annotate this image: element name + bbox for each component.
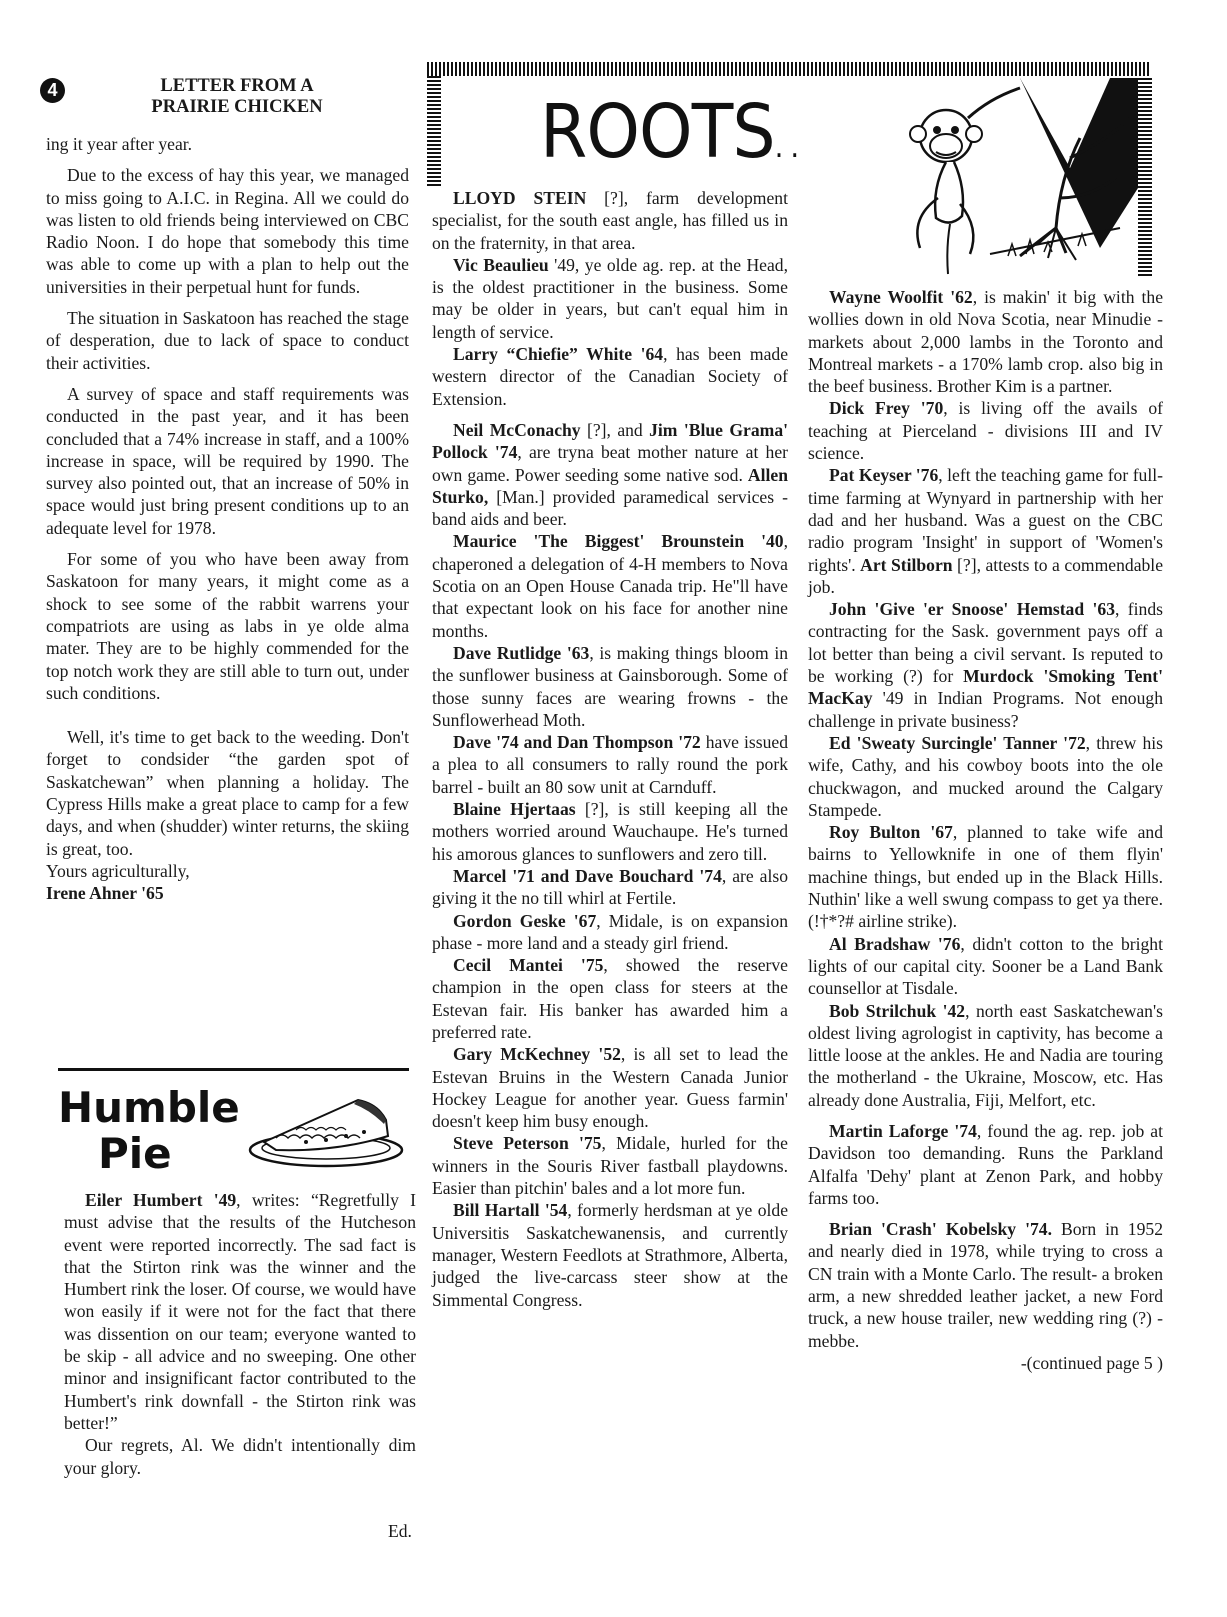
letter-closing: Yours agriculturally,	[46, 860, 190, 881]
roots-entry	[432, 530, 788, 641]
entry-text: , is making things bloom in the sunflower business at Gainsborough. Some of those sunny faces are wearing frowns - the Sunflowerhead Moth.	[432, 642, 788, 730]
entry-text: , planned to take wife and bairns to Yellowknife in one of them flyin' machine things, but ended up in the Black Hills. Nuthin' like a well swung compass to get ya there. (!†*?# airline strike).	[808, 822, 1163, 932]
entry-text: '49 in Indian Programs. Not enough challenge in private business?	[808, 688, 1163, 731]
entry-text: [?], is still keeping all the mothers worried around Wauchaupe. He's turned his amorous glances to sunflowers and zero till.	[432, 799, 788, 864]
roots-entry	[432, 954, 788, 1043]
person-name: Bob Strilchuk '42	[829, 1000, 966, 1021]
letter-heading	[82, 76, 392, 118]
letter-paragraph: ing it year after year.	[46, 134, 193, 154]
entry-text: , is makin' it big with the wollies down in old Nova Scotia, near Minudie - markets about 2,000 lambs in the Toronto and Montreal markets - a 170% lamb crop. also big in the beef business. Brother Kim is a partner.	[808, 287, 1163, 397]
roots-entry	[808, 732, 1163, 821]
person-name: Murdock 'Smoking Tent' MacKay	[808, 666, 1163, 709]
person-name: Blaine Hjertaas	[453, 799, 576, 820]
roots-border-left	[427, 76, 441, 186]
entry-text: , chaperoned a delegation of 4-H members to Nova Scotia on an Open House Canada trip. He"ll have that expectant look on his face for another nine months.	[432, 531, 788, 641]
roots-title: ROOTS. .	[540, 89, 799, 175]
entry-text: , Midale, hurled for the winners in the Souris River fastball playdowns. Easier than pitchin' bales and a lot more fun.	[432, 1133, 788, 1199]
entry-text: , finds contracting for the Sask. government pays off a lot better than being a civil servant. Is reputed to be working (?) for	[808, 599, 1163, 687]
person-name: Martin Laforge '74	[829, 1120, 977, 1141]
person-name: Dave '74 and Dan Thompson '72	[453, 732, 701, 753]
roots-entry	[432, 1043, 788, 1132]
roots-border-top	[427, 62, 1151, 76]
humble-pie-title	[58, 1085, 248, 1177]
letter-signature: Irene Ahner '65	[46, 883, 164, 904]
roots-entry	[808, 1120, 1163, 1209]
person-name: Art Stilborn	[860, 554, 953, 575]
humble-pie-title-line1: Humble	[58, 1083, 240, 1132]
person-name: Gary McKechney '52	[453, 1044, 621, 1065]
entry-text: , Midale, is on expansion phase - more land and a steady girl friend.	[432, 910, 788, 953]
person-name: Steve Peterson '75	[453, 1133, 602, 1154]
letter-body	[46, 133, 409, 905]
person-name: Brian 'Crash' Kobelsky '74.	[829, 1219, 1052, 1240]
person-name: Al Bradshaw '76	[829, 933, 961, 954]
roots-column-right	[808, 286, 1163, 1374]
roots-entry	[432, 642, 788, 731]
entry-text: , showed the reserve champion in the open class for steers at the Estevan fair. His banker has awarded him a preferred rate.	[432, 955, 788, 1042]
person-name: Larry “Chiefie” White '64	[453, 344, 664, 365]
entry-text: , formerly herdsman at ye olde Universitis Saskatchewanensis, and currently manager, Western Feedlots at Strathmore, Alberta, judged the live-carcass steer show at the Simmental Congress.	[432, 1200, 789, 1310]
humble-pie-paragraph: Eiler Humbert '49, writes: “Regretfully I must advise that the results of the Hutcheson event were reported incorrectly. The sad fact is that the Stirton rink was the winner and the Humbert rink the loser. Of course, we would have won easily if it were not for the fact that there was dissention on our team; everyone wanted to be skip - all advice and no sweeping. One other minor and insignificant factor contributed to the Humbert's rink downfall - the Stirton rink was better!”	[64, 1190, 416, 1433]
roots-entry	[432, 419, 788, 530]
roots-entry	[808, 933, 1163, 1000]
entry-text: , found the ag. rep. job at Davidson too demanding. Runs the Parkland Alfalfa 'Dehy' plant at Zenon Park, and hobby farms too.	[808, 1120, 1163, 1208]
roots-entry	[808, 821, 1163, 932]
humble-pie-body	[64, 1189, 416, 1479]
entry-text: Born in 1952 and nearly died in 1978, while trying to cross a CN train with a Monte Carlo. The result- a broken arm, a new shredded leather jacket, a new Ford truck, a new house trailer, new wedding ring (?) - mebbe.	[808, 1219, 1163, 1351]
page-number-badge: 4	[40, 78, 65, 103]
entry-text: have issued a plea to all consumers to rally round the pork barrel - built an 80 sow unit at Carnduff.	[432, 732, 788, 797]
section-divider	[58, 1068, 409, 1071]
entry-text: [Man.] provided paramedical services - band aids and beer.	[432, 486, 788, 530]
roots-entry	[432, 798, 788, 865]
person-name: Allen Sturko,	[432, 464, 788, 507]
roots-entry	[432, 254, 788, 343]
person-name: Wayne Woolfit '62	[829, 287, 973, 307]
person-name: Bill Hartall '54	[453, 1200, 568, 1221]
entry-text: , threw his wife, Cathy, and his cowboy boots into the ole chuckwagon, and mucked around the Calgary Stampede.	[808, 732, 1163, 820]
roots-entry	[808, 397, 1163, 464]
humble-pie-title-line2: Pie	[98, 1129, 172, 1178]
letter-paragraph: For some of you who have been away from Saskatoon for many years, it might come as a shock to see some of the rabbit warrens your compatriots are using as labs in ye olde alma mater. They are to be highly commended for the top notch work they are still able to turn out, under such conditions.	[46, 549, 409, 703]
entry-text: , left the teaching game for full-time farming at Wynyard in partnership with her dad and her husband. Was a guest on the CBC radio program 'Insight' in support of 'Women's rights'.	[808, 465, 1163, 575]
letter-paragraph: A survey of space and staff requirements was conducted in the past year, and it has been concluded that a 74% increase in staff, and a 100% increase in space, will be required by 1990. The survey also pointed out, that an increase of 50% in space would just bring present conditions up to an adequate level for 1978.	[46, 383, 409, 538]
entry-text: , has been made western director of the Canadian Society of Extension.	[432, 344, 788, 409]
entry-text: , is all set to lead the Estevan Bruins in the Western Canada Junior Hockey League for another year. Guess farmin' doesn't keep him busy enough.	[432, 1044, 789, 1132]
entry-text: '49, ye olde ag. rep. at the Head, is the oldest practitioner in the business. Some may be older in years, but can't equal him in length of service.	[432, 254, 788, 342]
person-name: John 'Give 'er Snoose' Hemstad '63	[829, 599, 1116, 620]
roots-entry	[808, 598, 1163, 732]
roots-entry	[432, 865, 788, 910]
roots-column-left	[432, 187, 788, 1311]
person-name: Dave Rutlidge '63	[453, 642, 590, 663]
roots-entry	[808, 464, 1163, 598]
pie-slice-illustration	[246, 1090, 406, 1170]
entry-text: , north east Saskatchewan's oldest living agrologist in captivity, has become a little loose at the ankles. He and Nadia are touring the motherland - the Ukraine, Moscow, etc. Has already done Australia, Fiji, Melfort, etc.	[808, 1000, 1163, 1110]
entry-text: [?], and	[580, 419, 650, 440]
roots-border-right	[1138, 76, 1152, 276]
person-name: Gordon Geske '67	[453, 910, 597, 931]
person-name: Pat Keyser '76	[829, 465, 939, 486]
letter-paragraph: Due to the excess of hay this year, we managed to miss going to A.I.C. in Regina. All we could do was listen to old friends being interviewed on CBC Radio Noon. I do hope that somebody this time was able to come up with a plan to help out the universities in their perpetual hunt for funds.	[46, 165, 409, 297]
roots-entry	[432, 343, 788, 410]
roots-entry	[432, 1199, 788, 1310]
letter-heading-line1: LETTER FROM A	[160, 76, 314, 96]
humble-pie-paragraph: Our regrets, Al. We didn't intentionally dim your glory.	[64, 1435, 416, 1478]
entry-text: , didn't cotton to the bright lights of our capital city. Sooner be a Land Bank counsellor at Tisdale.	[808, 933, 1163, 999]
roots-entry	[808, 286, 1163, 397]
continued-note: -(continued page 5 )	[1020, 1352, 1163, 1373]
entry-text: , are also giving it the no till whirl at Fertile.	[432, 865, 789, 909]
roots-entry	[432, 187, 788, 254]
roots-entry	[432, 731, 788, 798]
person-name: Cecil Mantei '75	[453, 955, 604, 976]
person-name: Jim 'Blue Grama' Pollock '74	[432, 419, 788, 463]
person-name: Neil McConachy	[453, 419, 581, 440]
entry-text: , are tryna beat mother nature at her own game. Power seeding some native sod.	[432, 442, 788, 485]
entry-text: , is living off the avails of teaching at Pierceland - divisions III and IV science.	[808, 398, 1164, 464]
entry-text: [?], attests to a commendable job.	[808, 554, 1164, 597]
person-name: Maurice 'The Biggest' Brounstein '40	[453, 531, 784, 552]
person-name: LLOYD STEIN	[453, 188, 587, 208]
person-name: Dick Frey '70	[829, 398, 944, 419]
person-name: Marcel '71 and Dave Bouchard '74	[453, 865, 722, 886]
editor-signoff: Ed.	[388, 1521, 412, 1541]
person-name: Vic Beaulieu	[453, 254, 549, 275]
person-name: Eiler Humbert '49	[85, 1190, 237, 1210]
letter-paragraph: Well, it's time to get back to the weeding. Don't forget to condsider “the garden spot of Saskatchewan” when planning a holiday. The Cypress Hills make a great place to camp for a few days, and when (shudder) winter returns, the skiing is great, too.	[46, 727, 409, 859]
person-name: Ed 'Sweaty Surcingle' Tanner '72	[829, 732, 1086, 753]
entry-text: [?], farm development specialist, for the south east angle, has filled us in on the fraternity, in that area.	[432, 188, 788, 253]
letter-paragraph: The situation in Saskatoon has reached the stage of desperation, due to lack of space to conduct their activities.	[46, 308, 409, 373]
letter-heading-line2: PRAIRIE CHICKEN	[151, 97, 323, 117]
person-name: Roy Bulton '67	[829, 822, 953, 843]
monkey-in-tree-illustration	[870, 78, 1138, 278]
roots-entry	[432, 1132, 788, 1199]
roots-entry	[808, 1218, 1163, 1352]
roots-entry	[808, 1000, 1163, 1111]
roots-entry	[432, 910, 788, 955]
